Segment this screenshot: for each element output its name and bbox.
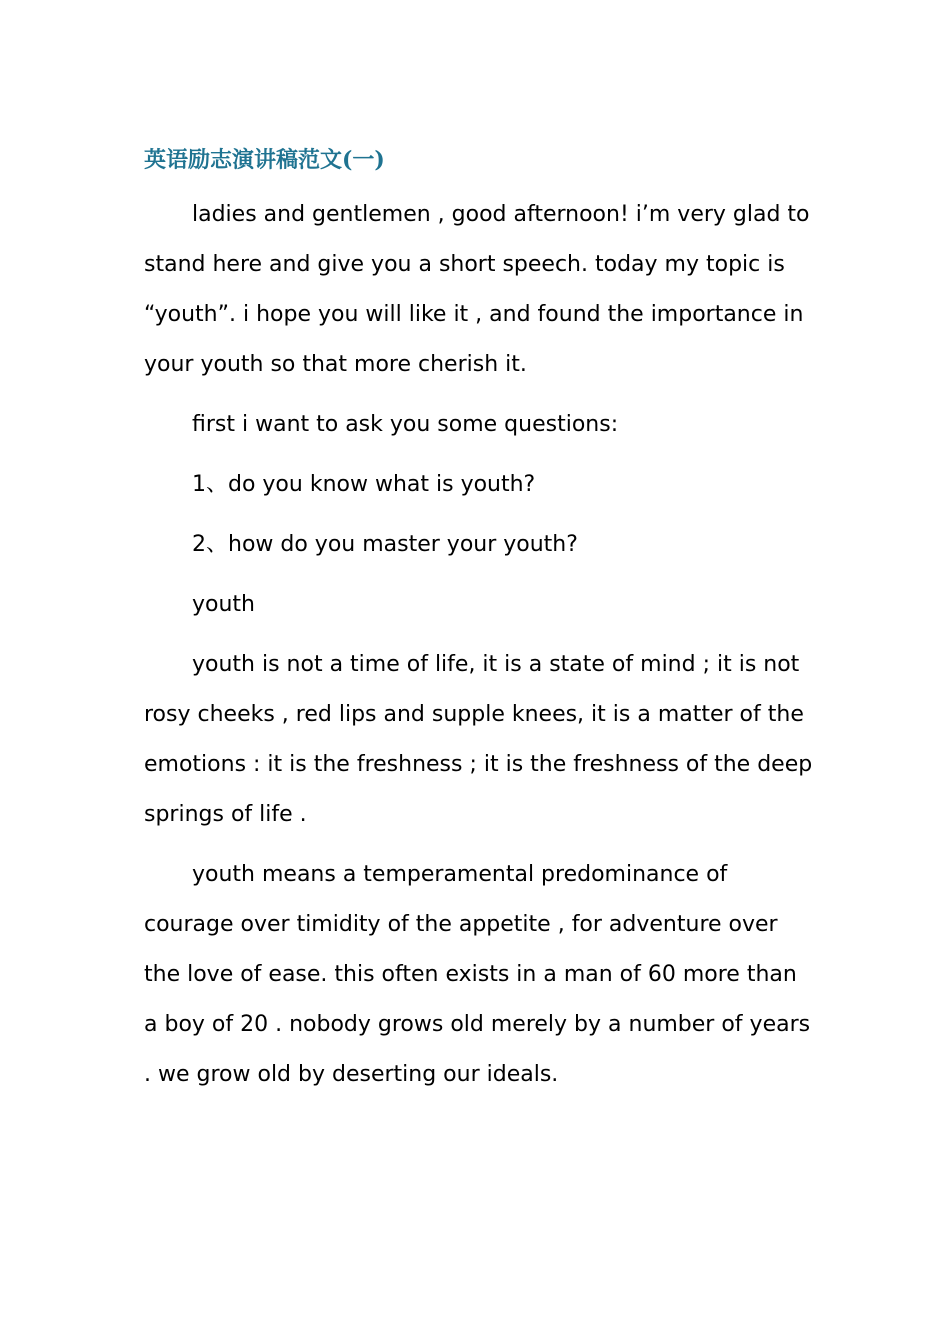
paragraph-intro: ladies and gentlemen , good afternoon! i’m very glad to stand here and give you a short speech. today my topic is “youth”. i hope you will like it , and found the importance in your youth so that more cherish it. xyxy=(144,202,810,377)
paragraph-question-2: 2、how do you master your youth? xyxy=(192,532,578,557)
document-body xyxy=(144,140,814,1110)
paragraph-questions-lead: first i want to ask you some questions: xyxy=(192,412,619,437)
paragraph-question-1: 1、do you know what is youth? xyxy=(192,472,536,497)
document-title: 英语励志演讲稿范文(一) xyxy=(144,147,385,173)
paragraph-poem-2: youth means a temperamental predominance of courage over timidity of the appetite , for adventure over the love of ease. this often exists in a man of 60 more than a boy of 20 . nobody grows old merely by a number of years . we grow old by deserting our ideals. xyxy=(144,862,811,1087)
paragraph-poem-title: youth xyxy=(192,592,255,617)
paragraph-poem-1: youth is not a time of life, it is a state of mind ; it is not rosy cheeks , red lips and supple knees, it is a matter of the emotions : it is the freshness ; it is the freshness of the deep springs of life . xyxy=(144,652,813,827)
